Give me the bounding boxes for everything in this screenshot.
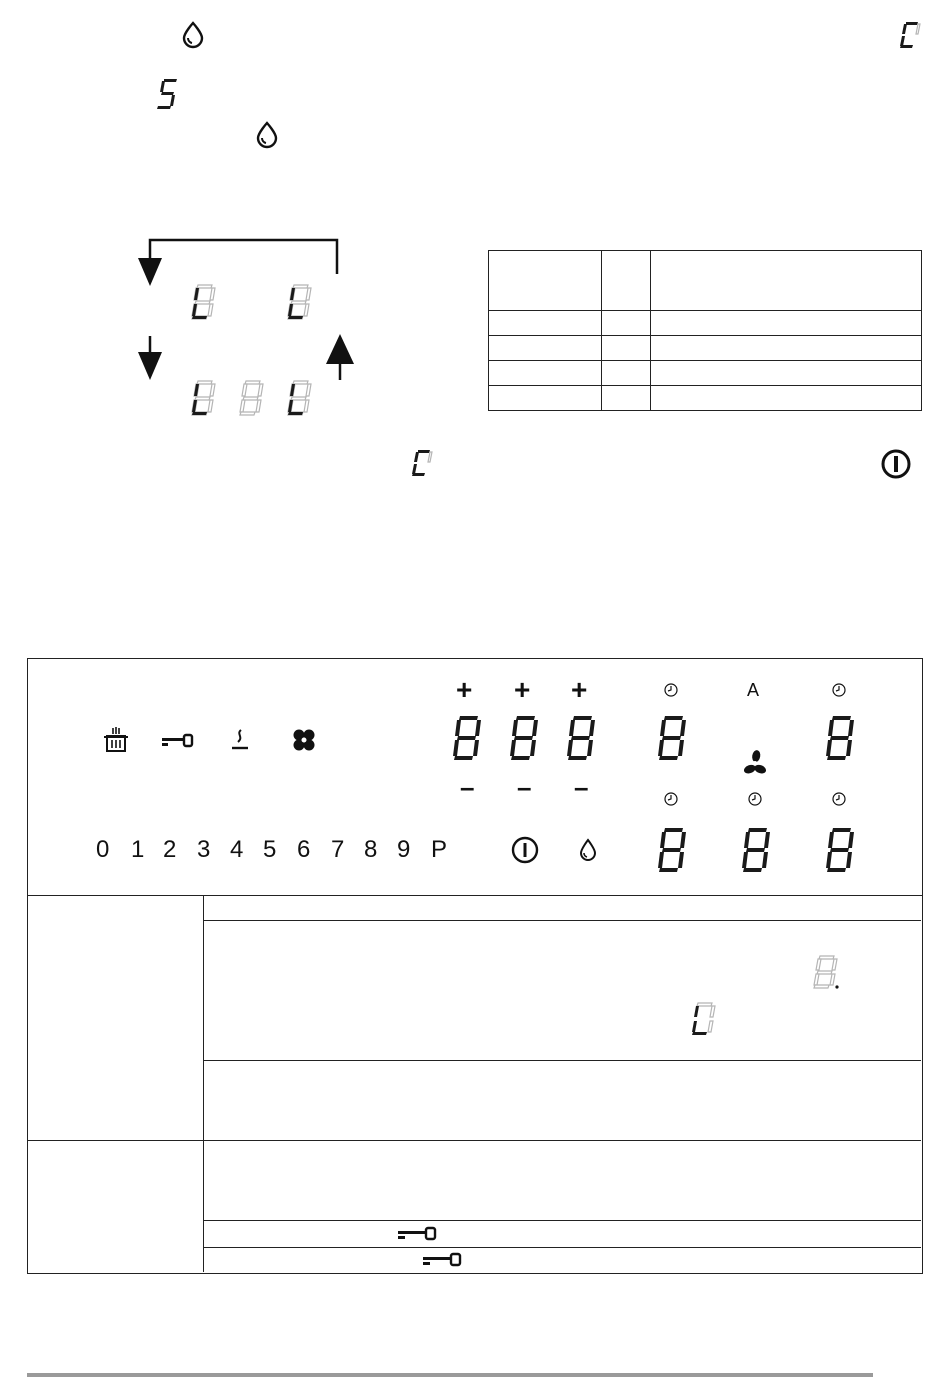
key-icon (396, 1226, 438, 1242)
display-triple (186, 378, 316, 418)
key-icon (160, 733, 194, 749)
arrow-down (138, 352, 162, 380)
timer-icon (832, 683, 846, 697)
level-label: 1 (131, 836, 145, 863)
heat-icon (230, 728, 250, 752)
minus-label: – (460, 772, 475, 802)
timer-display (823, 715, 863, 763)
timer-display (655, 827, 695, 875)
level-label: 7 (331, 836, 345, 863)
level-label: P (431, 836, 448, 863)
power-icon (511, 836, 539, 864)
arrow-up (326, 334, 354, 364)
pot-icon (103, 726, 129, 754)
timer-display (739, 827, 779, 875)
info-table (488, 250, 922, 411)
drop-icon (254, 120, 280, 148)
level-label: 8 (364, 836, 378, 863)
timer-icon (664, 683, 678, 697)
drop-icon (577, 837, 599, 863)
fan-icon (292, 728, 316, 752)
auto-label: A (747, 680, 760, 700)
plus-label: + (456, 674, 473, 705)
level-label: 5 (263, 836, 277, 863)
timer-display (823, 827, 863, 875)
minus-label: – (517, 772, 532, 802)
level-label: 4 (230, 836, 244, 863)
s-display-glyph (155, 77, 179, 111)
plus-label: + (514, 674, 531, 705)
footer-rule (27, 1373, 873, 1377)
dot-display-glyph (812, 955, 842, 991)
timer-icon (664, 792, 678, 806)
minus-label: – (574, 772, 589, 802)
l-display-glyph (690, 1002, 714, 1038)
level-label: 3 (197, 836, 211, 863)
c-display-glyph (898, 20, 920, 50)
arrow-down (138, 258, 162, 286)
level-label: 9 (397, 836, 411, 863)
level-label: 6 (297, 836, 311, 863)
level-label: 2 (163, 836, 177, 863)
power-icon (880, 448, 912, 480)
drop-icon (180, 20, 206, 48)
level-label: 0 (96, 836, 110, 863)
key-icon (421, 1252, 463, 1268)
timer-icon (832, 792, 846, 806)
fan-blades-icon (742, 750, 768, 776)
power-level-displays (450, 715, 610, 763)
timer-display (655, 715, 695, 763)
display-pair (186, 282, 316, 322)
c-display-glyph (410, 448, 432, 478)
plus-label: + (571, 674, 588, 705)
timer-icon (748, 792, 762, 806)
